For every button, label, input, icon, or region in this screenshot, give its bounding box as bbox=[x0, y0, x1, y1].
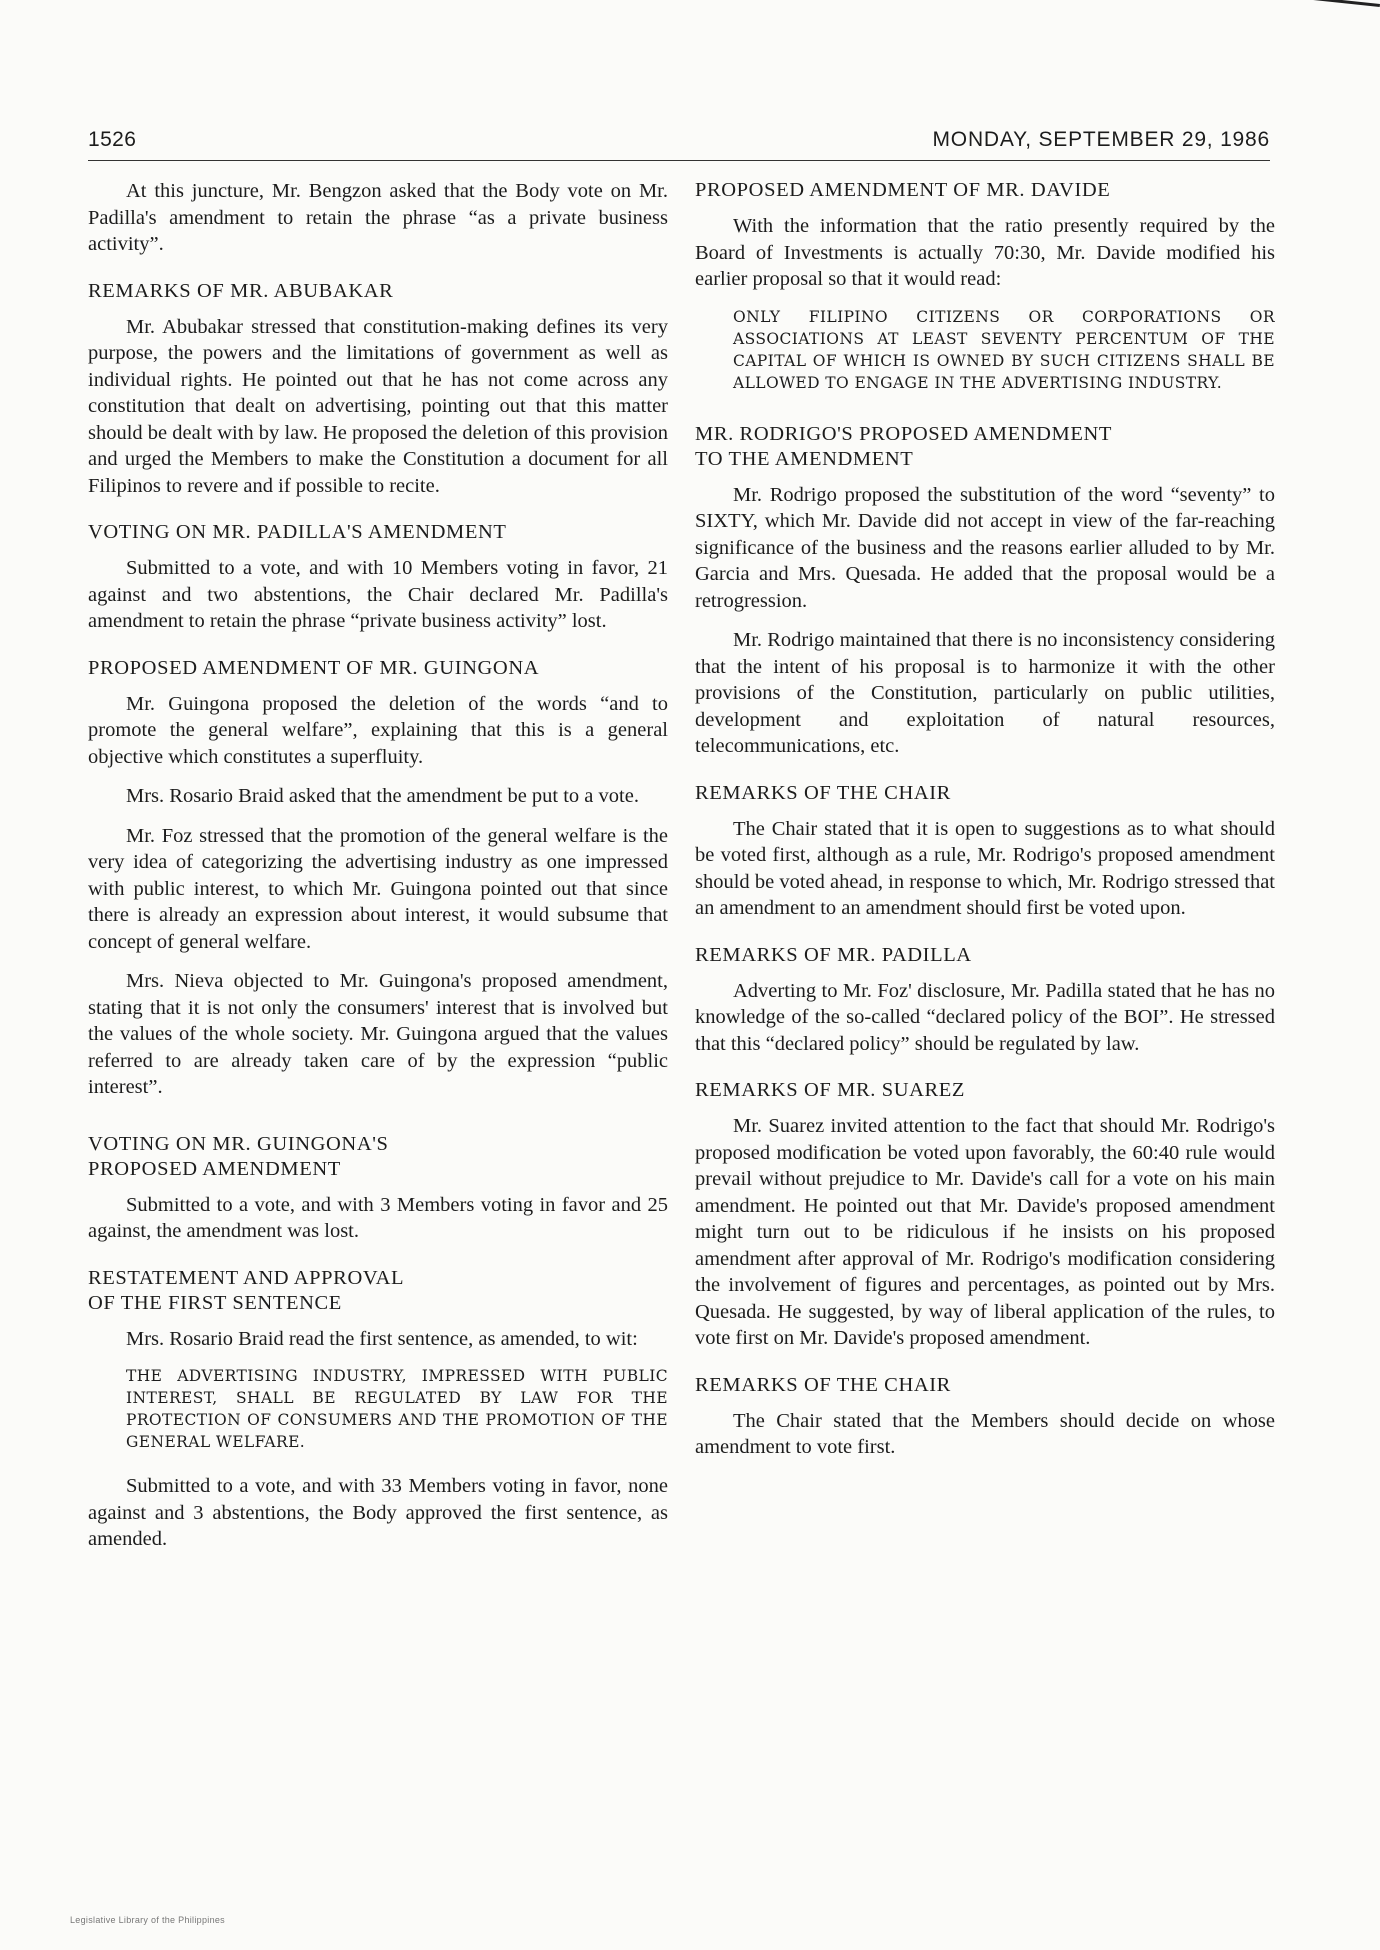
section-heading bbox=[88, 1132, 668, 1182]
section-heading: REMARKS OF MR. PADILLA bbox=[695, 943, 972, 966]
paragraph: Mrs. Rosario Braid read the first sentence, as amended, to wit: bbox=[126, 1327, 638, 1350]
library-stamp: Legislative Library of the Philippines bbox=[70, 1915, 225, 1925]
paragraph: Mr. Rodrigo proposed the substitution of the word “seventy” to SIXTY, which Mr. Davide did not accept in view of the far-reaching significance of the business and the reasons earlier alluded to by Mr. Garcia and Mrs. Quesada. He added that the proposal would be a retrogression. bbox=[695, 483, 1275, 612]
paragraph: At this juncture, Mr. Bengzon asked that the Body vote on Mr. Padilla's amendment to retain the phrase “as a private business activity”. bbox=[88, 180, 668, 255]
section-heading: REMARKS OF THE CHAIR bbox=[695, 781, 951, 804]
paragraph: Mr. Guingona proposed the deletion of the words “and to promote the general welfare”, explaining that this is a general objective which constitutes a superfluity. bbox=[88, 692, 668, 768]
section-heading: VOTING ON MR. PADILLA'S AMENDMENT bbox=[88, 521, 507, 543]
paragraph: Mrs. Rosario Braid asked that the amendment be put to a vote. bbox=[126, 785, 639, 807]
paragraph: The Chair stated that the Members should decide on whose amendment to vote first. bbox=[695, 1409, 1275, 1458]
section-heading-line: MR. RODRIGO'S PROPOSED AMENDMENT bbox=[695, 422, 1113, 445]
section-heading: REMARKS OF THE CHAIR bbox=[695, 1373, 951, 1396]
scan-edge-mark bbox=[1287, 0, 1380, 37]
section-heading bbox=[88, 1266, 668, 1316]
paragraph: The Chair stated that it is open to suggestions as to what should be voted first, although as a rule, Mr. Rodrigo's proposed amendment should be voted ahead, in response to which, Mr. Rodrigo stressed that an amendment to an amendment should first be voted upon. bbox=[695, 817, 1275, 919]
block-quote: ONLY FILIPINO CITIZENS OR CORPORATIONS OR ASSOCIATIONS AT LEAST SEVENTY PERCENTUM OF THE CAPITAL OF WHICH IS OWNED BY SUCH CITIZENS SHALL BE ALLOWED TO ENGAGE IN THE ADVERTISING INDUSTRY. bbox=[733, 307, 1275, 392]
paragraph: With the information that the ratio presently required by the Board of Investments is actually 70:30, Mr. Davide modified his earlier proposal so that it would read: bbox=[695, 215, 1275, 290]
section-heading-line: VOTING ON MR. GUINGONA'S bbox=[88, 1132, 389, 1155]
section-heading: REMARKS OF MR. ABUBAKAR bbox=[88, 279, 394, 302]
section-heading-line: OF THE FIRST SENTENCE bbox=[88, 1291, 342, 1314]
section-heading bbox=[695, 422, 1275, 472]
paragraph: Mrs. Nieva objected to Mr. Guingona's proposed amendment, stating that it is not only the consumers' interest that is involved but the values of the whole society. Mr. Guingona argued that the values referred to are already taken care of by the expression “public interest”. bbox=[88, 970, 668, 1098]
paragraph: Submitted to a vote, and with 33 Members voting in favor, none against and 3 abstentions, the Body approved the first sentence, as amended. bbox=[88, 1475, 668, 1550]
section-heading: PROPOSED AMENDMENT OF MR. DAVIDE bbox=[695, 179, 1111, 201]
running-header bbox=[88, 124, 1270, 161]
section-heading: REMARKS OF MR. SUAREZ bbox=[695, 1079, 966, 1101]
section-heading-line: PROPOSED AMENDMENT bbox=[88, 1157, 341, 1180]
section-heading-line: RESTATEMENT AND APPROVAL bbox=[88, 1266, 405, 1289]
header-date: MONDAY, SEPTEMBER 29, 1986 bbox=[932, 128, 1270, 151]
paragraph: Mr. Foz stressed that the promotion of the general welfare is the very idea of categorizing the advertising industry as one impressed with public interest, to which Mr. Guingona pointed out that since there is already an expression about interest, it would subsume that concept of general welfare. bbox=[88, 824, 668, 953]
paragraph: Submitted to a vote, and with 3 Members voting in favor and 25 against, the amendment was lost. bbox=[88, 1193, 668, 1242]
paragraph: Mr. Abubakar stressed that constitution-making defines its very purpose, the powers and the limitations of government as well as individual rights. He pointed out that he has not come across any constitution that dealt on advertising, pointing out that this matter should be dealt with by law. He proposed the deletion of this provision and urged the Members to make the Constitution a document for all Filipinos to revere and if possible to recite. bbox=[88, 315, 668, 497]
section-heading: PROPOSED AMENDMENT OF MR. GUINGONA bbox=[88, 656, 540, 679]
paragraph: Adverting to Mr. Foz' disclosure, Mr. Padilla stated that he has no knowledge of the so-called “declared policy of the BOI”. He stressed that this “declared policy” should be regulated by law. bbox=[695, 979, 1275, 1055]
block-quote: THE ADVERTISING INDUSTRY, IMPRESSED WITH PUBLIC INTEREST, SHALL BE REGULATED BY LAW FOR THE PROTECTION OF CONSUMERS AND THE PROMOTION OF THE GENERAL WELFARE. bbox=[126, 1367, 668, 1451]
page-number: 1526 bbox=[88, 128, 137, 151]
section-heading-line: TO THE AMENDMENT bbox=[695, 447, 914, 470]
paragraph: Mr. Rodrigo maintained that there is no inconsistency considering that the intent of his proposal is to harmonize it with the other provisions of the Constitution, particularly on public utilities, development and exploitation of natural resources, telecommunications, etc. bbox=[695, 629, 1275, 757]
paragraph: Mr. Suarez invited attention to the fact that should Mr. Rodrigo's proposed modification be voted upon favorably, the 60:40 rule would prevail without prejudice to Mr. Davide's call for a vote on his main amendment. He pointed out that Mr. Davide's proposed amendment might turn out to be ridiculous if he insists on his proposed amendment after approval of Mr. Rodrigo's modification considering the involvement of figures and percentages, as pointed out by Mrs. Quesada. He suggested, by way of liberal application of the rules, to vote first on Mr. Davide's proposed amendment. bbox=[695, 1115, 1275, 1349]
paragraph: Submitted to a vote, and with 10 Members voting in favor, 21 against and two abstentions, the Chair declared Mr. Padilla's amendment to retain the phrase “private business activity” lost. bbox=[88, 557, 668, 632]
right-column bbox=[695, 178, 1275, 1474]
left-column bbox=[88, 178, 668, 1566]
